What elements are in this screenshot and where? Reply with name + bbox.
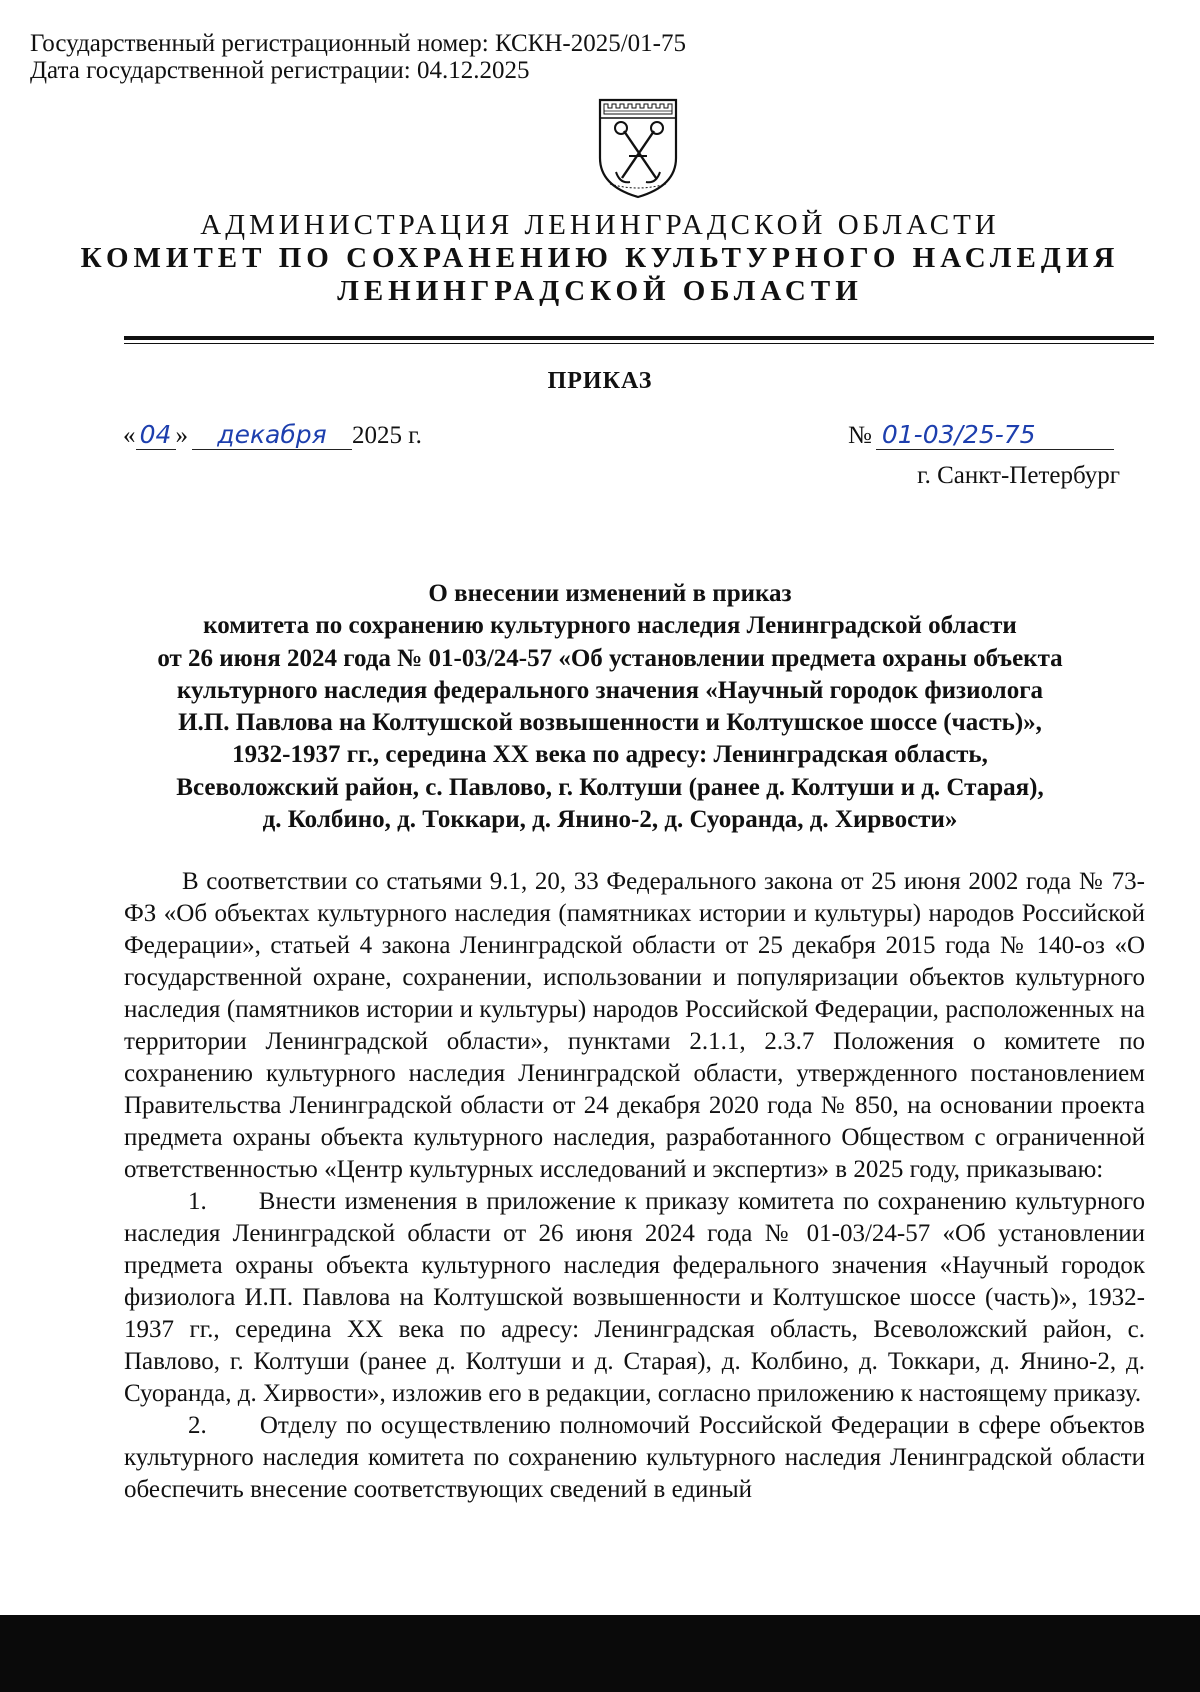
order-month: декабря bbox=[192, 420, 352, 450]
order-number-line bbox=[848, 420, 1114, 450]
subject-line: комитета по сохранению культурного наследия Ленинградской области bbox=[203, 612, 1017, 640]
administration-name: АДМИНИСТРАЦИЯ ЛЕНИНГРАДСКОЙ ОБЛАСТИ bbox=[200, 209, 1000, 241]
committee-name bbox=[0, 242, 1200, 308]
document-type-title: ПРИКАЗ bbox=[547, 368, 653, 394]
subject-line: И.П. Павлова на Колтушской возвышенности и Колтушское шоссе (часть)», bbox=[178, 709, 1042, 737]
subject-line: О внесении изменений в приказ bbox=[428, 580, 792, 607]
coat-of-arms-icon bbox=[596, 96, 680, 200]
number-sign: № bbox=[848, 422, 872, 449]
order-date bbox=[123, 420, 422, 450]
order-item-1: 1. Внести изменения в приложение к приказу комитета по сохранению культурного наследия Ленинградской области от 26 июня 2024 года № 01-03/24-57 «Об установлении предмета охраны объекта культурного наследия федерального значения «Научный городок физиолога И.П. Павлова на Колтушской возвышенности и Колтушское шоссе (часть)», 1932-1937 гг., середина XX века по адресу: Ленинградская область, Всеволожский район, с. Павлово, г. Колтуши (ранее д. Колтуши и д. Старая), д. Колбино, д. Токкари, д. Янино-2, д. Суоранда, д. Хирвости», изложив его в редакции, согласно приложению к настоящему приказу. bbox=[124, 1188, 1145, 1407]
registration-date: Дата государственной регистрации: 04.12.2025 bbox=[30, 57, 530, 84]
registration-number: Государственный регистрационный номер: КСКН-2025/01-75 bbox=[30, 30, 687, 57]
order-day: 04 bbox=[136, 420, 176, 450]
header-divider-thick bbox=[124, 336, 1154, 340]
preamble-paragraph: В соответствии со статьями 9.1, 20, 33 Федерального закона от 25 июня 2002 года № 73-ФЗ «Об объектах культурного наследия (памятниках истории и культуры) народов Российской Федерации», статьей 4 закона Ленинградской области от 25 декабря 2015 года № 140-оз «О государственной охране, сохранении, использовании и популяризации объектов культурного наследия (памятников истории и культуры) народов Российской Федерации, расположенных на территории Ленинградской области», пунктами 2.1.1, 2.3.7 Положения о комитете по сохранению культурного наследия Ленинградской области, утвержденного постановлением Правительства Ленинградской области от 24 декабря 2020 года № 850, на основании проекта предмета охраны объекта культурного наследия, разработанного Обществом с ограниченной ответственностью «Центр культурных исследований и экспертиз» в 2025 году, приказываю: bbox=[124, 868, 1145, 1183]
committee-name-line1: КОМИТЕТ ПО СОХРАНЕНИЮ КУЛЬТУРНОГО НАСЛЕДИЯ bbox=[80, 242, 1120, 274]
date-quote-close: » bbox=[175, 422, 188, 449]
date-quote-open: « bbox=[123, 422, 136, 449]
header-divider-thin bbox=[124, 343, 1154, 344]
subject-line: от 26 июня 2024 года № 01-03/24-57 «Об установлении предмета охраны объекта bbox=[157, 644, 1063, 672]
order-number: 01-03/25-75 bbox=[876, 420, 1114, 450]
subject-line: Всеволожский район, с. Павлово, г. Колтуши (ранее д. Колтуши и д. Старая), bbox=[176, 773, 1044, 801]
subject-line: культурного наследия федерального значения «Научный городок физиолога bbox=[176, 676, 1044, 704]
subject-line: 1932-1937 гг., середина XX века по адресу: Ленинградская область, bbox=[232, 741, 988, 769]
scan-bottom-edge bbox=[0, 1615, 1200, 1692]
registration-block bbox=[30, 30, 686, 84]
committee-name-line2: ЛЕНИНГРАДСКОЙ ОБЛАСТИ bbox=[337, 275, 863, 307]
order-year: 2025 г. bbox=[352, 422, 422, 449]
order-subject bbox=[110, 578, 1110, 836]
order-city: г. Санкт-Петербург bbox=[917, 462, 1120, 489]
order-item-2: 2. Отделу по осуществлению полномочий Российской Федерации в сфере объектов культурного наследия комитета по сохранению культурного наследия Ленинградской области обеспечить внесение соответствующих сведений в единый bbox=[124, 1412, 1145, 1503]
subject-line: д. Колбино, д. Токкари, д. Янино-2, д. Суоранда, д. Хирвости» bbox=[262, 806, 958, 834]
order-body bbox=[124, 866, 1145, 1506]
